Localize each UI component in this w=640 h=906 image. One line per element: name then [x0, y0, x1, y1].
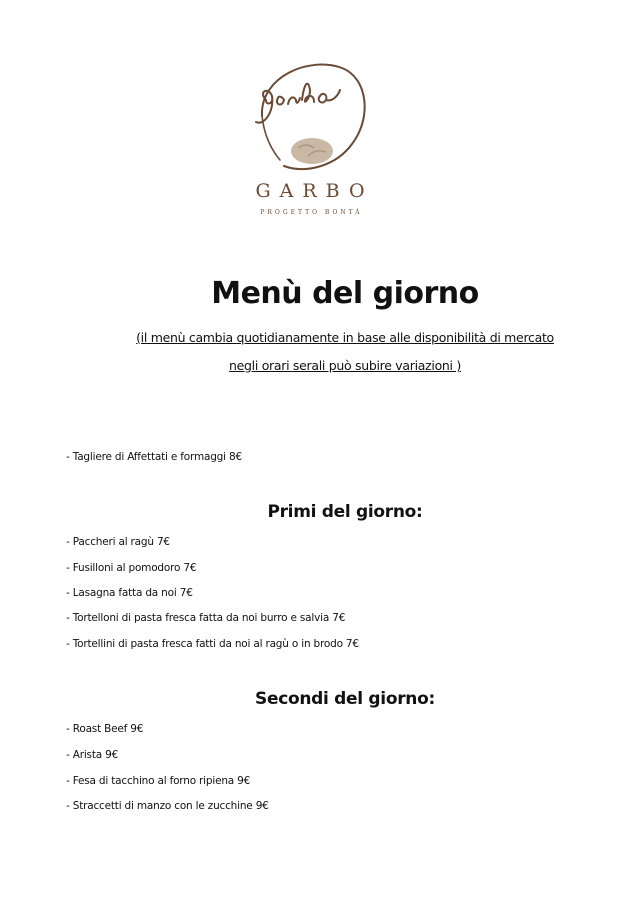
menu-item: - Straccetti di manzo con le zucchine 9€: [66, 800, 269, 812]
garbo-logo: [240, 56, 380, 226]
secondi-heading: Secondi del giorno:: [255, 689, 435, 709]
menu-item: - Lasagna fatta da noi 7€: [66, 587, 193, 599]
menu-item: - Arista 9€: [66, 749, 119, 761]
menu-item: - Tortelloni di pasta fresca fatta da noi burro e salvia 7€: [66, 612, 346, 624]
logo-script-icon: [240, 56, 380, 176]
brand-tagline: PROGETTO BONTÀ: [260, 209, 363, 216]
menu-item: - Roast Beef 9€: [66, 723, 144, 735]
subtitle-line-2: negli orari serali può subire variazioni ): [229, 358, 461, 373]
subtitle-line-1: (il menù cambia quotidianamente in base alle disponibilità di mercato: [136, 330, 554, 345]
menu-item-starter: - Tagliere di Affettati e formaggi 8€: [66, 451, 242, 463]
menu-item: - Paccheri al ragù 7€: [66, 536, 170, 548]
menu-item: - Tortellini di pasta fresca fatti da noi al ragù o in brodo 7€: [66, 638, 359, 650]
page-title: Menù del giorno: [211, 276, 479, 311]
brand-name: GARBO: [255, 180, 374, 202]
menu-item: - Fesa di tacchino al forno ripiena 9€: [66, 775, 251, 787]
primi-heading: Primi del giorno:: [267, 502, 423, 522]
menu-item: - Fusilloni al pomodoro 7€: [66, 562, 197, 574]
